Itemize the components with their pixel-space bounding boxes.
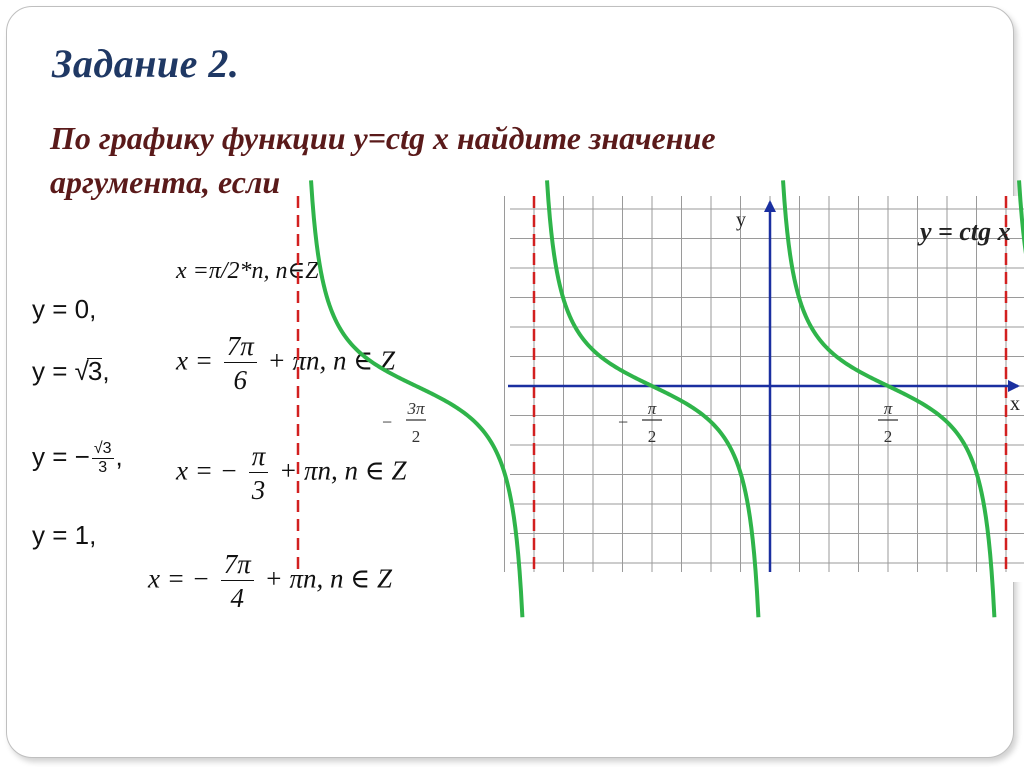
tick-denominator: 2	[647, 427, 657, 446]
answer-2-fraction	[249, 440, 269, 507]
condition-y-neg-suffix: ,	[115, 441, 123, 472]
answer-2-suffix: + πn, n ∈ Z	[278, 455, 407, 486]
small-fraction-num: √3	[93, 440, 112, 457]
slide-title: Задание 2.	[52, 41, 240, 86]
tick-numerator: 3π	[407, 399, 425, 418]
cotangent-graph	[382, 196, 1024, 582]
task-line-2: аргумента, если	[50, 164, 281, 200]
answer-3-num: 7π	[221, 548, 254, 581]
graph-axes	[508, 200, 1020, 572]
answer-1-suffix: + πn, n ∈ Z	[267, 345, 395, 376]
tick-denominator: 2	[411, 427, 421, 446]
condition-y-sqrt3	[32, 356, 110, 387]
answer-3-prefix: x = −	[148, 563, 210, 594]
answer-1-num: 7π	[224, 330, 257, 363]
y-axis-label: y	[736, 209, 746, 231]
answer-2-num: π	[249, 440, 269, 473]
tick-sign: −	[382, 412, 393, 432]
condition-y-neg-sqrt3-3	[32, 440, 123, 477]
small-fraction-den: 3	[98, 459, 108, 476]
y-axis-arrow-icon	[764, 200, 776, 212]
answer-y0: x =π/2*n, n∈Z	[176, 258, 319, 284]
cotangent-graph-svg	[382, 196, 1024, 582]
small-fraction	[92, 440, 114, 477]
answer-1-fraction	[224, 330, 257, 397]
answer-2-prefix: x = −	[176, 455, 238, 486]
tick-sign: −	[618, 412, 629, 432]
graph-grid	[505, 196, 1024, 572]
answer-y-neg-sqrt3-3	[176, 440, 406, 507]
answer-2-den: 3	[251, 475, 266, 505]
task-line-1: По графику функции y=ctg x найдите значение	[50, 120, 716, 156]
answer-y-sqrt3	[176, 330, 395, 397]
answer-3-den: 4	[230, 583, 244, 613]
sqrt-radicand: 3	[87, 356, 103, 386]
graph-function-label: y = ctg x	[920, 217, 1011, 246]
condition-y-sqrt3-prefix: y =	[32, 356, 75, 386]
task-text	[50, 116, 910, 204]
tick-numerator: π	[647, 399, 657, 418]
sqrt-symbol: √	[74, 356, 89, 386]
condition-y-sqrt3-suffix: ,	[102, 356, 110, 386]
answer-3-suffix: + πn, n ∈ Z	[264, 563, 392, 594]
condition-y-neg-prefix: y = −	[32, 441, 90, 472]
tick-denominator: 2	[883, 427, 893, 446]
condition-y1: y = 1,	[32, 520, 97, 550]
x-axis-label: x	[1010, 393, 1020, 415]
x-axis-arrow-icon	[1008, 380, 1020, 392]
tick-numerator: π	[883, 399, 893, 418]
answer-3-fraction	[221, 548, 254, 615]
answer-1-prefix: x =	[176, 345, 213, 376]
answer-y1	[148, 548, 392, 615]
condition-y0: y = 0,	[32, 294, 97, 324]
answer-1-den: 6	[233, 365, 247, 395]
